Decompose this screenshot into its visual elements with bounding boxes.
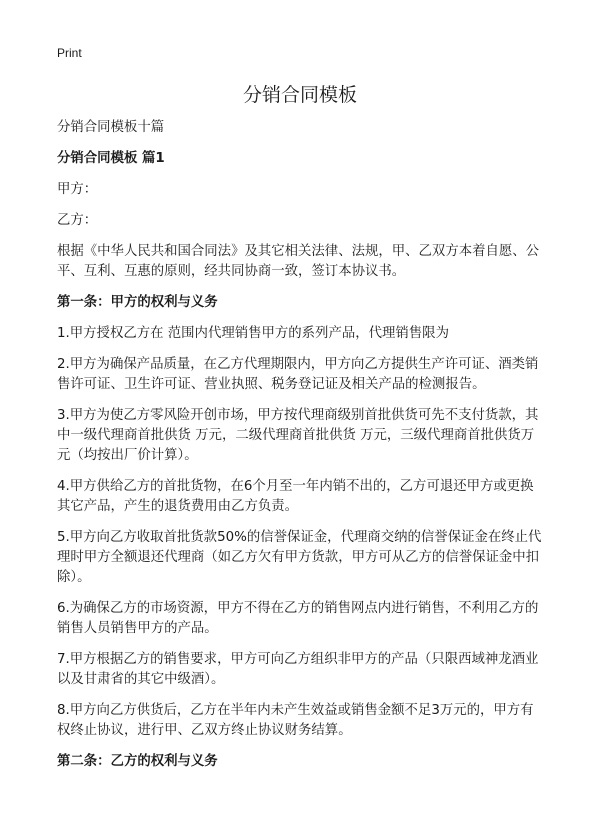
clause-item — [57, 477, 577, 517]
text-line: 1.甲方授权乙方在 范围内代理销售甲方的系列产品，代理销售限为 — [57, 326, 449, 341]
print-link[interactable]: Print — [57, 46, 82, 60]
text-line: 5.甲方向乙方收取首批货款50%的信誉保证金，代理商交纳的信誉保证金在终止代 — [57, 530, 542, 545]
text-line: 理时甲方全额退还代理商（如乙方欠有甲方货款，甲方可从乙方的信誉保证金中扣 — [57, 550, 540, 565]
text-line: 除）。 — [57, 570, 91, 585]
clause-item — [57, 355, 577, 395]
text-line: 2.甲方为确保产品质量，在乙方代理期限内，甲方向乙方提供生产许可证、酒类销 — [57, 357, 539, 372]
text-line: 8.甲方向乙方供货后，乙方在半年内未产生效益或销售金额不足3万元的，甲方有 — [57, 703, 534, 718]
text-line: 4.甲方供给乙方的首批货物，在6个月至一年内销不出的，乙方可退还甲方或更换 — [57, 479, 534, 494]
text-line: 销售人员销售甲方的产品。 — [57, 621, 218, 636]
text-line: 中一级代理商首批供货 万元，二级代理商首批供货 万元，三级代理商首批供货万 — [57, 428, 535, 443]
intro-paragraph — [57, 242, 577, 282]
section-heading: 分销合同模板 篇1 — [57, 151, 165, 166]
document-body — [57, 118, 577, 783]
clause-item — [57, 406, 577, 466]
text-line: 根据《中华人民共和国合同法》及其它相关法律、法规，甲、乙双方本着自愿、公 — [57, 244, 540, 259]
text-line: 售许可证、卫生许可证、营业执照、税务登记证及相关产品的检测报告。 — [57, 377, 486, 392]
party-b: 乙方： — [57, 213, 98, 228]
text-line: 平、互利、互惠的原则，经共同协商一致，签订本协议书。 — [57, 264, 406, 279]
clause-item — [57, 528, 577, 588]
text-line: 其它产品，产生的退货费用由乙方负责。 — [57, 499, 299, 514]
article1-heading: 第一条：甲方的权利与义务 — [57, 295, 218, 310]
text-line: 3.甲方为使乙方零风险开创市场，甲方按代理商级别首批供货可先不支付货款，其 — [57, 408, 539, 423]
article2-heading: 第二条：乙方的权利与义务 — [57, 754, 218, 769]
text-line: 以及甘肃省的其它中级酒）。 — [57, 672, 225, 687]
text-line: 元（均按出厂价计算）。 — [57, 448, 198, 463]
clause-item — [57, 650, 577, 690]
text-line: 7.甲方根据乙方的销售要求，甲方可向乙方组织非甲方的产品（只限西域神龙酒业 — [57, 652, 539, 667]
text-line: 权终止协议，进行甲、乙双方终止协议财务结算。 — [57, 723, 352, 738]
clause-item — [57, 701, 577, 741]
clause-item — [57, 324, 577, 344]
clause-item — [57, 599, 577, 639]
subtitle: 分销合同模板十篇 — [57, 120, 165, 135]
party-a: 甲方： — [57, 182, 98, 197]
article1-items — [57, 324, 577, 741]
text-line: 6.为确保乙方的市场资源，甲方不得在乙方的销售网点内进行销售，不利用乙方的 — [57, 601, 539, 616]
page-title: 分销合同模板 — [242, 84, 357, 106]
